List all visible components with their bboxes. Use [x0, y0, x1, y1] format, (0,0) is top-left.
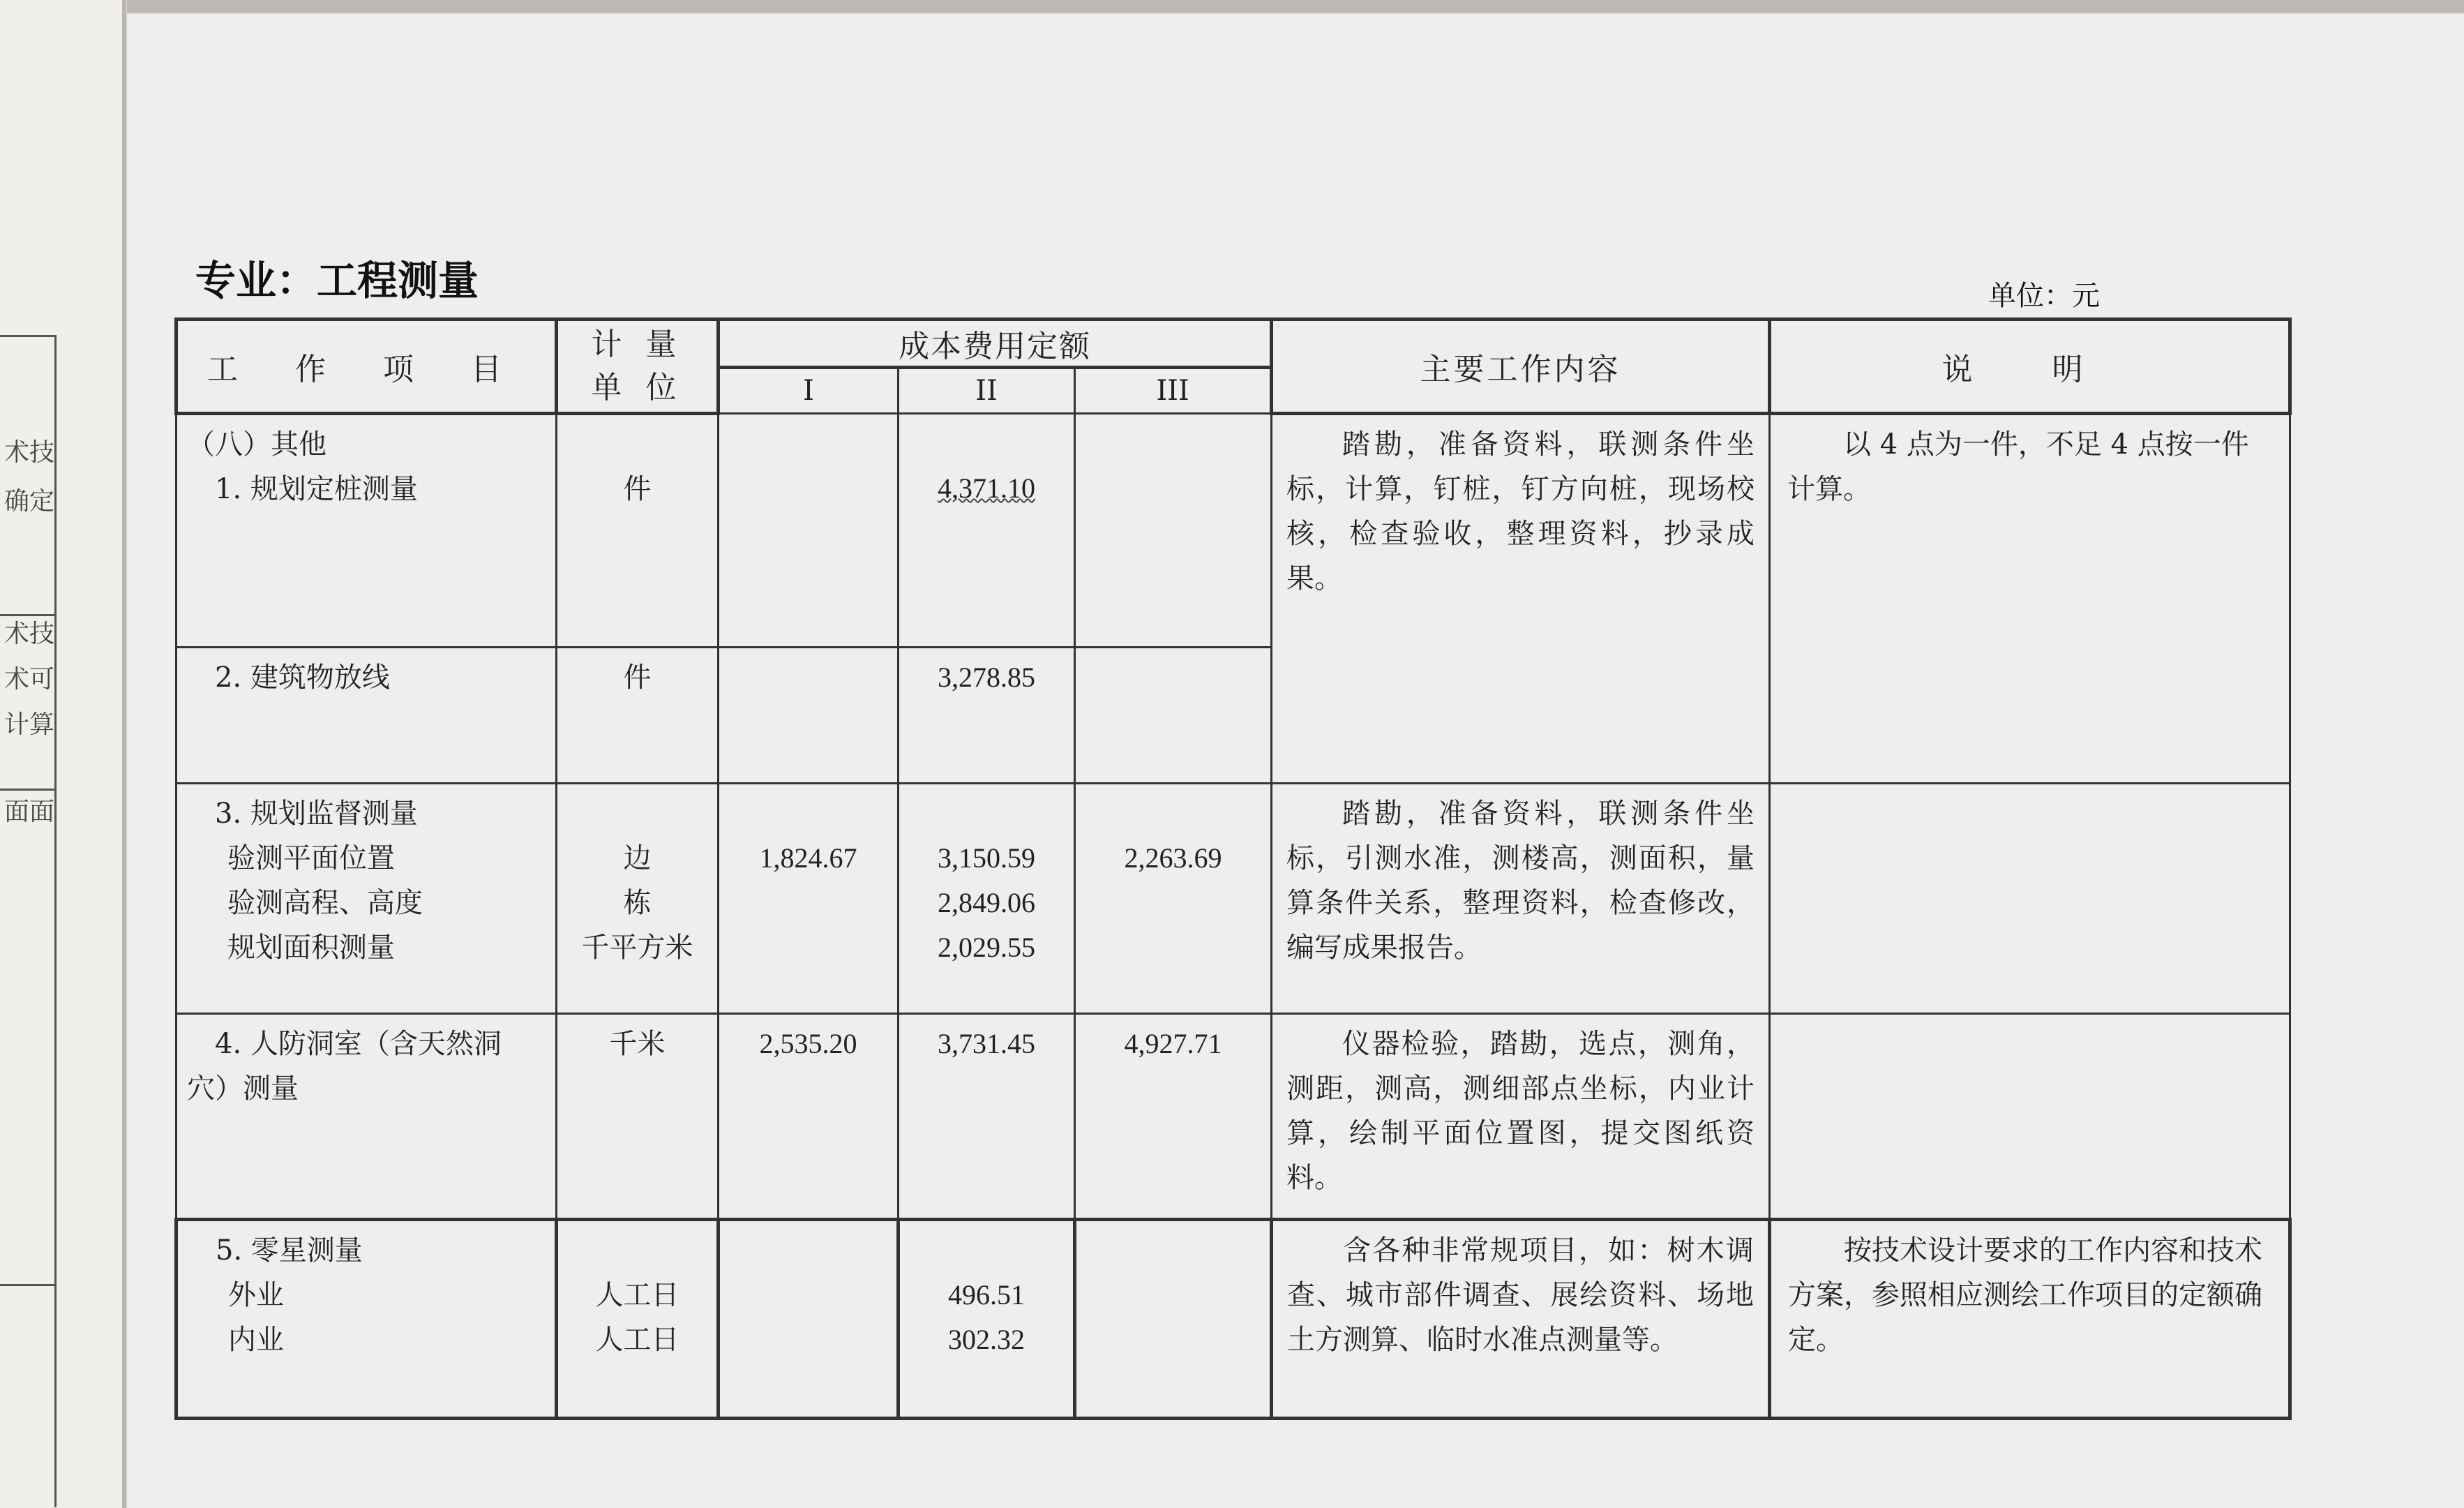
unit-cell	[557, 1220, 719, 1419]
specialty-title: 专业：工程测量	[195, 257, 479, 304]
subitem-ii: 2,029.55	[938, 932, 1035, 963]
class-iii-value: 4,927.71	[1075, 1014, 1272, 1220]
subitem-name: 内业	[228, 1324, 284, 1356]
class-ii-value: 3,278.85	[899, 648, 1075, 784]
subitem-unit: 千平方米	[581, 932, 693, 964]
header-work-item: 工 作 项 目	[176, 320, 557, 414]
table-row	[176, 414, 2290, 648]
unit-cell: 件	[557, 648, 719, 784]
subitem-name: 规划面积测量	[227, 932, 395, 964]
unit-cell	[557, 784, 719, 1014]
table-row	[176, 1014, 2290, 1220]
left-page-rule	[0, 1284, 56, 1286]
item-cell	[176, 1014, 557, 1220]
table-row	[176, 1220, 2290, 1419]
header-main-work: 主要工作内容	[1272, 320, 1770, 414]
subitem-ii: 3,150.59	[938, 842, 1035, 874]
left-page-fragment: 确定	[4, 487, 55, 516]
subitem-ii: 302.32	[948, 1324, 1025, 1355]
header-class-ii: II	[899, 368, 1075, 414]
class-i-value	[719, 784, 899, 1014]
header-note: 说 明	[1770, 320, 2290, 414]
item-cell	[176, 1220, 557, 1419]
table-row	[176, 784, 2290, 1014]
subitem-unit: 人工日	[595, 1324, 679, 1356]
unit-cell: 千米	[557, 1014, 719, 1220]
main-work-content: 踏勘，准备资料，联测条件坐标，计算，钉桩，钉方向桩，现场校核，检查验收，整理资料，抄录成果。	[1272, 414, 1770, 784]
left-page-rule	[0, 789, 56, 791]
class-ii-value	[899, 1220, 1075, 1419]
item-cell	[176, 648, 557, 784]
class-ii-value: 3,731.45	[899, 1014, 1075, 1220]
item-name: 3. 规划监督测量	[215, 798, 418, 830]
item-name: 1. 规划定桩测量	[215, 473, 418, 505]
header-class-iii: III	[1075, 368, 1272, 414]
left-page-fragment: 术技	[4, 438, 55, 467]
header-cost-quota: 成本费用定额	[719, 320, 1272, 368]
subitem-iii: 2,263.69	[1124, 842, 1222, 874]
table-header-row	[176, 320, 2290, 368]
header-unit: 计 量 单 位	[557, 320, 719, 414]
subitem-i: 1,824.67	[759, 842, 857, 874]
subitem-unit: 边	[623, 842, 652, 874]
class-iii-value	[1075, 784, 1272, 1014]
left-page-rule	[0, 335, 56, 337]
item-name: 5. 零星测量	[216, 1234, 363, 1267]
note-content	[1770, 1014, 2290, 1220]
class-iii-value	[1075, 1220, 1272, 1419]
class-ii-value: 4,371.10	[899, 414, 1075, 648]
class-i-value	[719, 648, 899, 784]
subitem-name: 验测平面位置	[227, 842, 395, 874]
header-class-i: I	[719, 368, 899, 414]
subitem-name: 外业	[228, 1279, 284, 1311]
unit-cell: 件	[557, 414, 719, 648]
note-content: 按技术设计要求的工作内容和技术方案，参照相应测绘工作项目的定额确定。	[1770, 1220, 2290, 1419]
note-content	[1770, 784, 2290, 1014]
item-cell	[176, 414, 557, 648]
quota-table	[174, 318, 2292, 1420]
left-page-fragment: 术技	[4, 620, 55, 648]
unit-label: 单位：元	[1988, 280, 2100, 312]
class-iii-value	[1075, 414, 1272, 648]
class-i-value	[719, 414, 899, 648]
main-work-content: 含各种非常规项目，如：树木调查、城市部件调查、展绘资料、场地土方测算、临时水准点测量等。	[1272, 1220, 1770, 1419]
class-i-value	[719, 1220, 899, 1419]
subitem-unit: 人工日	[595, 1279, 679, 1311]
left-page-fragment: 面面	[4, 798, 55, 826]
item-name-line: 4. 人防洞室（含天然洞	[215, 1028, 502, 1060]
left-page-fragment: 计算	[4, 710, 55, 739]
left-page-edge	[0, 0, 126, 1508]
section-title: （八）其他	[187, 428, 326, 461]
subitem-unit: 栋	[623, 887, 652, 919]
item-name-line: 穴）测量	[187, 1073, 299, 1105]
class-iii-value	[1075, 648, 1272, 784]
item-name: 2. 建筑物放线	[215, 662, 390, 694]
main-work-content: 仪器检验，踏勘，选点，测角，测距，测高，测细部点坐标，内业计算，绘制平面位置图，提交图纸资料。	[1272, 1014, 1770, 1220]
class-ii-value	[899, 784, 1075, 1014]
note-content: 以 4 点为一件，不足 4 点按一件计算。	[1770, 414, 2290, 784]
scan-top-shadow	[127, 0, 2464, 13]
left-page-fragment: 术可	[4, 665, 55, 694]
subitem-ii: 496.51	[948, 1279, 1025, 1311]
item-cell	[176, 784, 557, 1014]
left-page-border	[54, 335, 57, 1507]
main-work-content: 踏勘，准备资料，联测条件坐标，引测水准，测楼高，测面积，量算条件关系，整理资料，检查修改，编写成果报告。	[1272, 784, 1770, 1014]
class-i-value: 2,535.20	[719, 1014, 899, 1220]
subitem-name: 验测高程、高度	[227, 887, 423, 919]
subitem-ii: 2,849.06	[938, 887, 1035, 918]
